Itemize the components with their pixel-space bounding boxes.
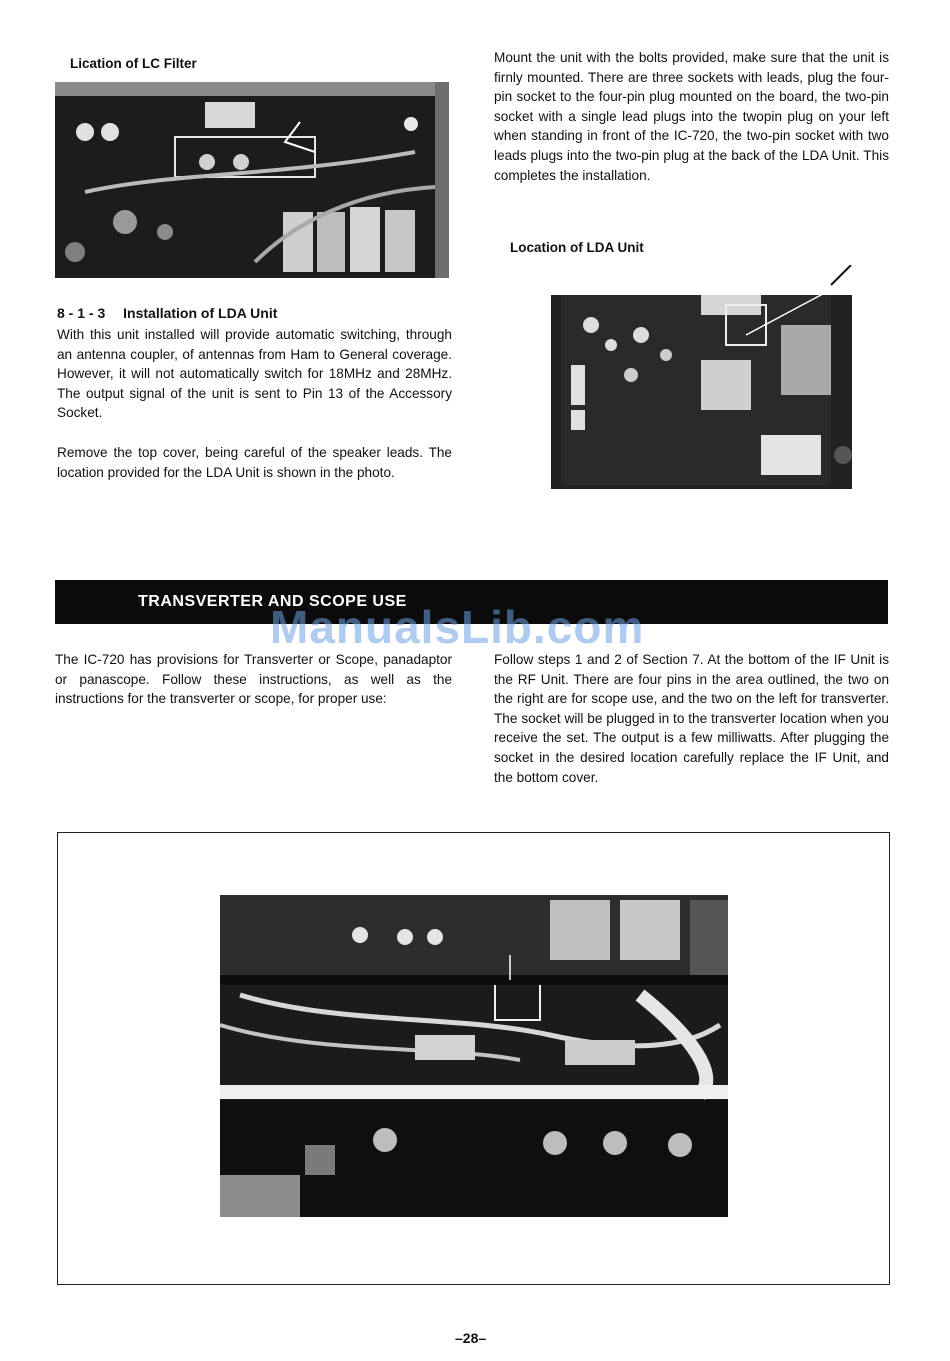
lc-filter-photo [55,82,449,278]
rf-unit-photo [220,895,728,1217]
lda-unit-caption: Location of LDA Unit [510,240,644,255]
lc-filter-caption: Lication of LC Filter [70,56,197,71]
section-heading-8-1-3 [57,305,277,321]
lda-unit-photo [551,265,852,489]
remove-cover-paragraph: Remove the top cover, being careful of the speaker leads. The location provided for the LDA Unit is shown in the photo. [57,445,452,480]
section-number: 8 - 1 - 3 [57,305,106,321]
page-number: –28– [455,1330,487,1346]
mount-unit-paragraph: Mount the unit with the bolts provided, make sure that the unit is firnly mounted. There are three sockets with leads, plug the four-pin socket to the four-pin plug mounted on the board, the two-pin socket with a single lead plugs into the twopin plug on your left when standing in front of the IC-720, the two-pin socket with two leads plugs into the two-pin plug at the back of the LDA Unit. This completes the installation. [494,50,889,183]
transverter-steps-paragraph: Follow steps 1 and 2 of Section 7. At the bottom of the IF Unit is the RF Unit. There are four pins in the area outlined, the two on the right are for scope use, and the two on the left for transverter. The socket will be plugged in to the transverter location when you receive the set. The output is a few milliwatts. After plugging the socket in the desired location carefully replace the IF Unit, and the bottom cover. [494,652,889,785]
section-banner-title: TRANSVERTER AND SCOPE USE [138,593,407,610]
section-title: Installation of LDA Unit [123,305,278,321]
lda-install-paragraph: With this unit installed will provide automatic switching, through an antenna coupler, of antennas from Ham to General coverage. However, it will not automatically switch for 18MHz and 28MHz. The output signal of the unit is sent to Pin 13 of the Accessory Socket. [57,327,452,421]
watermark-text: ManualsLib.com [270,601,645,653]
transverter-intro-paragraph: The IC-720 has provisions for Transverter or Scope, panadaptor or panascope. Follow these instructions, as well as the instructions for the transverter or scope, for proper use: [55,652,452,707]
rf-unit-photo-frame [57,832,890,1285]
section-banner [55,580,888,624]
